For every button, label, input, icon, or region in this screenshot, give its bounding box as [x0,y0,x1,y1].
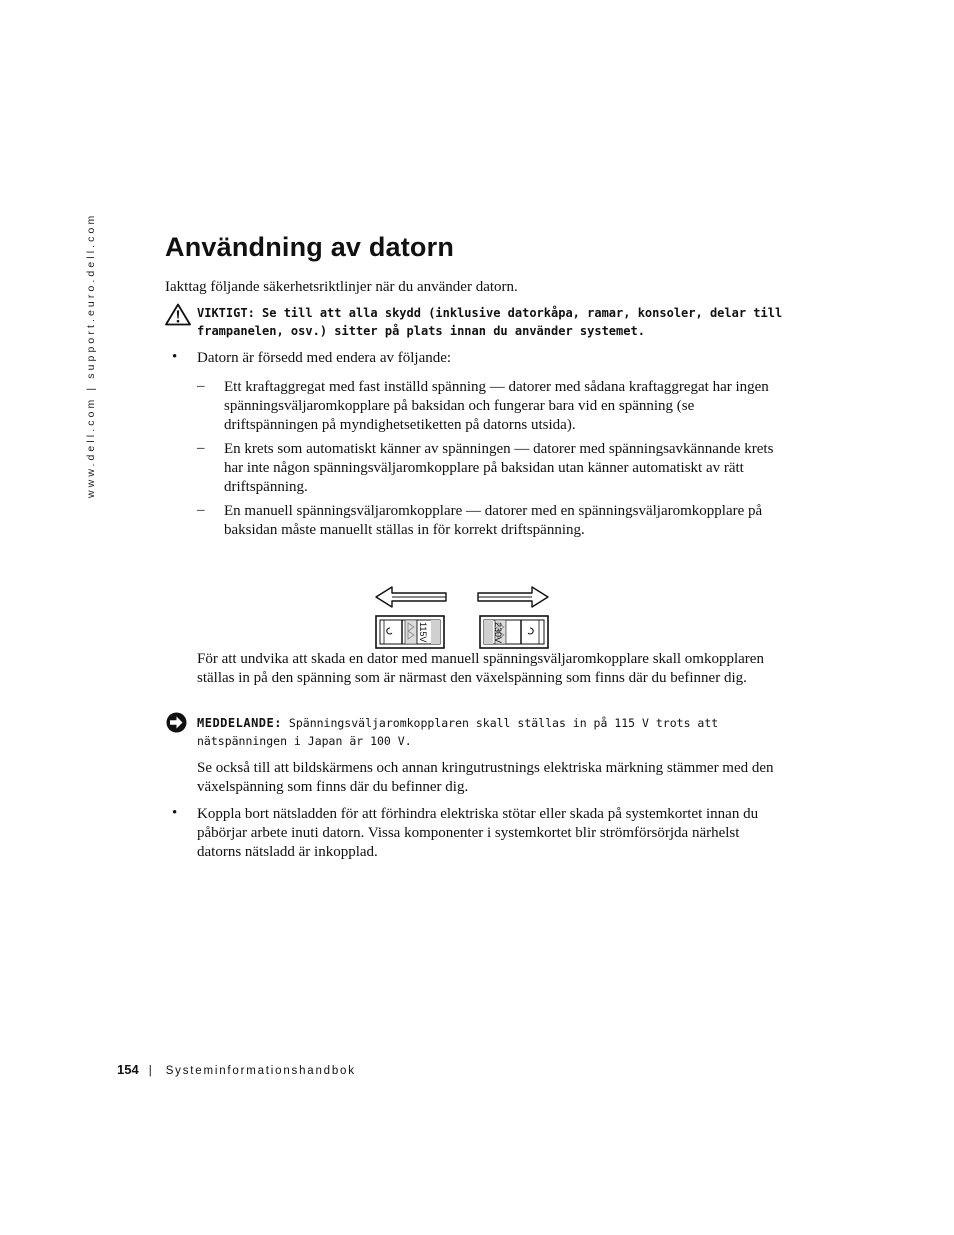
intro-text: Iakttag följande säkerhetsriktlinjer när du använder datorn. [165,279,518,295]
bullet-symbol: • [172,805,178,821]
switch-230v [480,616,548,648]
notice-text [197,714,787,750]
page-footer [117,1062,356,1077]
see-also-text: Se också till att bildskärmens och annan kringutrustnings elektriska märkning stämmer med den växelspänning som finns där du befinner dig. [197,760,774,795]
notice-arrow-icon [166,712,187,733]
caution-triangle-icon [165,303,191,326]
label-115v: 115V [418,622,428,643]
bullet-symbol: • [172,349,178,365]
subitem-text-fixed-voltage: Ett kraftaggregat med fast inställd spänning — datorer med sådana kraftaggregat har ingen spänningsväljaromkopplare på baksidan och fungerar bara vid en spänning (se driftspänningen på myndighetsetiketten på datorns utsida). [224,379,769,433]
side-url: www.dell.com | support.euro.dell.com [85,212,97,498]
bullet-text: Datorn är försedd med endera av följande: [197,350,452,366]
arrow-left-icon [376,587,446,607]
dash-symbol: – [197,440,205,456]
after-figure-text: För att undvika att skada en dator med manuell spänningsväljaromkopplare skall omkopplaren ställas in på den spänning som är närmast den växelspänning som finns där du befinner dig. [197,651,764,686]
arrow-right-icon [478,587,548,607]
subitem-text-auto-sensing: En krets som automatiskt känner av spänningen — datorer med spänningsavkännande krets har inte någon spänningsväljaromkopplare på baksidan utan känner automatiskt av rätt driftspänning. [224,441,774,495]
warning-text: VIKTIGT: Se till att alla skydd (inklusive datorkåpa, ramar, konsoler, delar till frampanelen, osv.) sitter på plats innan du använder systemet. [197,306,783,338]
book-title: Systeminformationshandbok [165,1065,356,1077]
notice-label: MEDDELANDE: [197,716,282,730]
switch-115v [376,616,444,648]
subitem-text-manual-switch: En manuell spänningsväljaromkopplare — datorer med en spänningsväljaromkopplare på baksidan måste manuellt ställas in för korrekt driftspänning. [224,503,763,538]
footer-separator: | [148,1065,152,1077]
page-number: 154 [117,1062,139,1077]
page-title: Användning av datorn [165,232,455,262]
dash-symbol: – [197,378,205,394]
bullet-text: Koppla bort nätsladden för att förhindra elektriska stötar eller skada på systemkortet innan du påbörjar arbete inuti datorn. Vissa komponenter i systemkortet blir strömförsörjda närhelst datorns nätsladd är inkopplad. [197,806,759,860]
voltage-switch-illustration [372,583,554,651]
dash-symbol: – [197,502,205,518]
label-230v: 230V [493,622,503,644]
notice-body: Spänningsväljaromkopplaren skall ställas in på 115 V trots att nätspänningen i Japan är 100 V. [197,716,719,748]
